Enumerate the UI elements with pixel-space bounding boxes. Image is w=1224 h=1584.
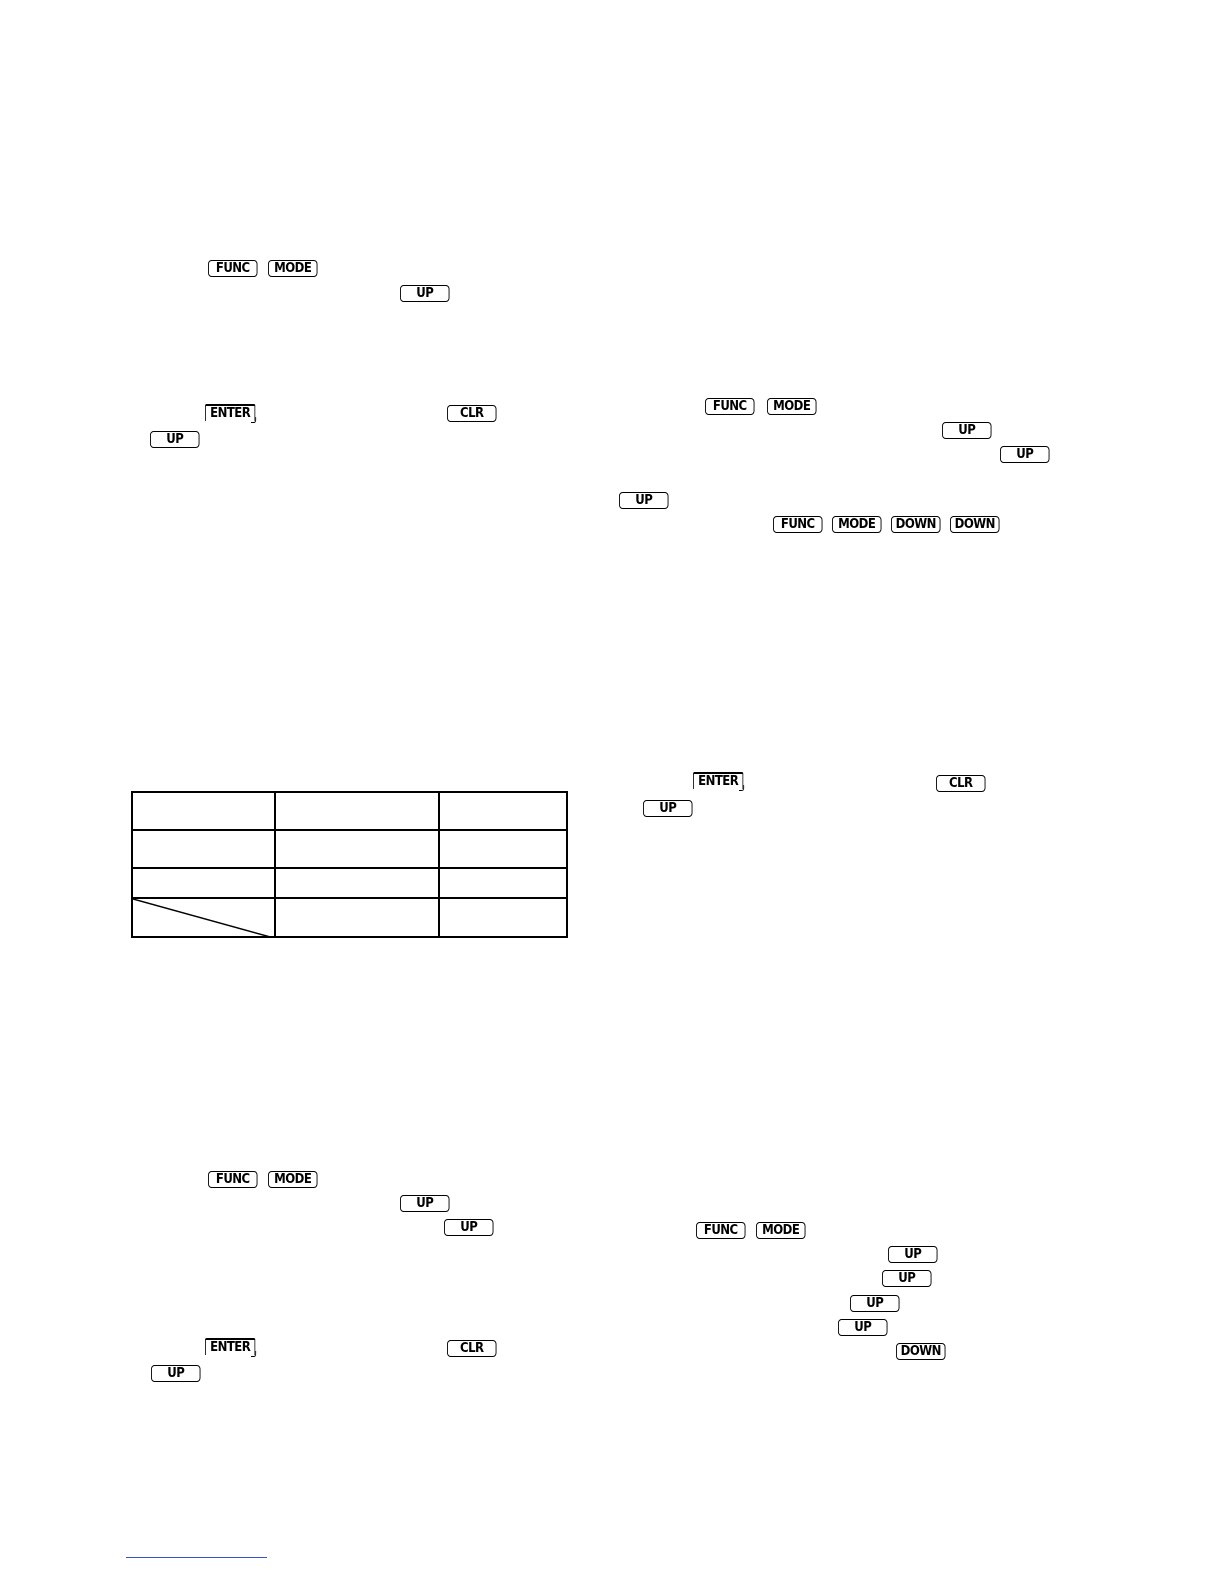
- down-key: DOWN: [896, 1343, 946, 1360]
- func-key: FUNC: [208, 260, 258, 277]
- table-diagonal-cell: [132, 898, 275, 937]
- down-key: DOWN: [891, 516, 941, 533]
- mode-key: MODE: [832, 516, 882, 533]
- up-key: UP: [400, 1195, 450, 1212]
- up-key: UP: [942, 422, 992, 439]
- diagonal-line: [133, 899, 274, 938]
- enter-key: ENTER: [693, 772, 743, 789]
- clr-key: CLR: [936, 775, 986, 792]
- clr-key: CLR: [447, 1340, 497, 1357]
- table-cell: [439, 830, 567, 868]
- table-cell: [275, 898, 439, 937]
- table-cell: [439, 898, 567, 937]
- table-cell: [132, 868, 275, 898]
- mode-key: MODE: [268, 260, 318, 277]
- up-key: UP: [888, 1246, 938, 1263]
- up-key: UP: [850, 1295, 900, 1312]
- func-key: FUNC: [705, 398, 755, 415]
- clr-key: CLR: [447, 405, 497, 422]
- table-cell: [275, 868, 439, 898]
- table-cell: [275, 792, 439, 830]
- func-key: FUNC: [773, 516, 823, 533]
- up-key: UP: [838, 1319, 888, 1336]
- up-key: UP: [400, 285, 450, 302]
- down-key: DOWN: [950, 516, 1000, 533]
- mode-key: MODE: [756, 1222, 806, 1239]
- mode-key: MODE: [268, 1171, 318, 1188]
- table-cell: [132, 792, 275, 830]
- up-key: UP: [444, 1219, 494, 1236]
- up-key: UP: [882, 1270, 932, 1287]
- func-key: FUNC: [208, 1171, 258, 1188]
- enter-key: ENTER: [205, 1338, 255, 1355]
- up-key: UP: [150, 431, 200, 448]
- up-key: UP: [151, 1365, 201, 1382]
- up-key: UP: [643, 800, 693, 817]
- footnote-rule: [126, 1557, 267, 1558]
- table-cell: [275, 830, 439, 868]
- table-cell: [439, 868, 567, 898]
- table-cell: [439, 792, 567, 830]
- enter-key: ENTER: [205, 404, 255, 421]
- up-key: UP: [619, 492, 669, 509]
- settings-table: [131, 791, 568, 938]
- func-key: FUNC: [696, 1222, 746, 1239]
- table-cell: [132, 830, 275, 868]
- up-key: UP: [1000, 446, 1050, 463]
- mode-key: MODE: [767, 398, 817, 415]
